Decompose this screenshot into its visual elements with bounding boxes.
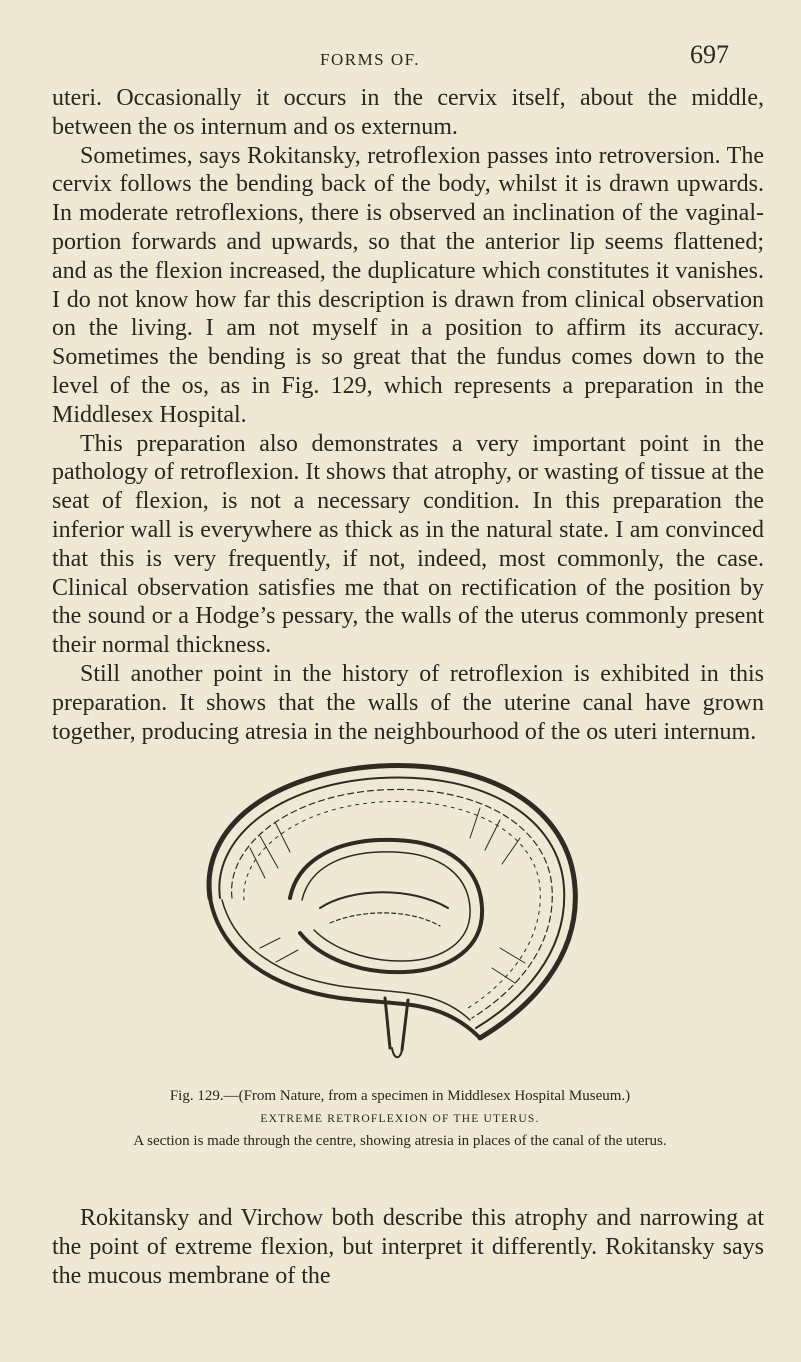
uterus-illustration [180,748,620,1070]
body-text [52,84,764,746]
paragraph-3: This preparation also demonstrates a very important point in the pathology of retroflexion. It shows that atrophy, or wasting of tissue at the seat of flexion, is not a necessary condition. In this preparation the inferior wall is everywhere as thick as in the natural state. I am convinced that this is very frequently, if not, indeed, most commonly, the case. Clinical observation satisfies me that on rectification of the position by the sound or a Hodge’s pessary, the walls of the uterus commonly present their normal thickness. [52,430,764,659]
figure-label: Fig. 129.—(From Nature, from a specimen in Middlesex Hospital Museum.) [169,1088,631,1104]
running-title: FORMS OF. [320,50,421,69]
figure-caption [40,1088,760,1150]
bottom-text [52,1204,764,1290]
page-number: 697 [690,40,729,69]
paragraph-4: Still another point in the history of retroflexion is exhibited in this preparation. It shows that the walls of the uterine canal have grown together, producing atresia in the neighbourhood of the os uteri internum. [52,660,764,745]
paragraph-5: Rokitansky and Virchow both describe this atrophy and narrowing at the point of extreme flexion, but interpret it differently. Rokitansky says the mucous membrane of the [52,1205,764,1289]
figure-title: EXTREME RETROFLEXION OF THE UTERUS. [260,1113,540,1125]
figure-description: A section is made through the centre, showing atresia in places of the canal of the uterus. [133,1133,667,1149]
running-head [0,30,801,70]
uterus-engraving [180,748,620,1070]
paragraph-2: Sometimes, says Rokitansky, retroflexion passes into retroversion. The cervix follows the bending back of the body, whilst it is drawn upwards. In moderate retroflexions, there is observed an inclination of the vaginal-portion forwards and upwards, so that the anterior lip seems flattened; and as the flexion increased, the duplicature which constitutes it vanishes. I do not know how far this description is drawn from clinical observation on the living. I am not myself in a position to affirm its accuracy. Sometimes the bending is so great that the fundus comes down to the level of the os, as in Fig. 129, which represents a preparation in the Middlesex Hospital. [52,142,764,428]
paragraph-1: uteri. Occasionally it occurs in the cervix itself, about the middle, between the os internum and os externum. [52,85,764,140]
